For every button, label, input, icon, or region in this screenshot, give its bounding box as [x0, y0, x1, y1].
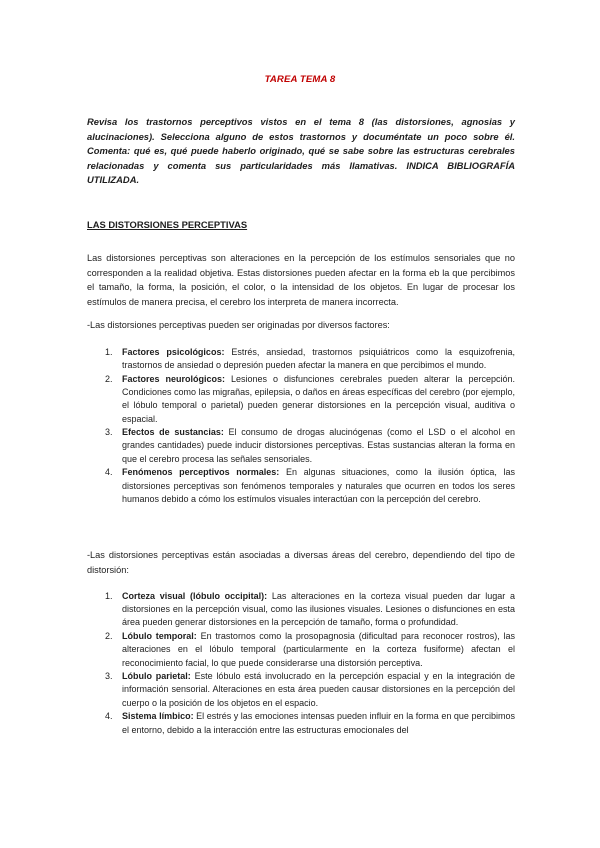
- list-term: Fenómenos perceptivos normales:: [122, 467, 280, 478]
- list-item: [87, 630, 515, 670]
- list-item: [87, 670, 515, 710]
- list-text: En trastornos como la prosopagnosia (dificultad para reconocer rostros), las alteraciones en el lóbulo temporal (particularmente en la corteza fusiforme) afectan el reconocimiento facial, lo que puede considerarse una distorsión perceptiva.: [122, 631, 515, 668]
- list-text: El estrés y las emociones intensas pueden influir en la forma en que percibimos el entorno, debido a la interacción entre las estructuras emocionales del: [122, 711, 515, 735]
- areas-intro: -Las distorsiones perceptivas están asociadas a diversas áreas del cerebro, dependiendo del tipo de distorsión:: [87, 550, 515, 575]
- intro-paragraph: Las distorsiones perceptivas son alteraciones en la percepción de los estímulos sensoriales que no corresponden a la realidad objetiva. Estas distorsiones pueden afectar en la forma eb la que percibimos el tamaño, la forma, la posición, el color, o la intensidad de los objetos. En lugar de procesar los estímulos de manera precisa, el cerebro los interpreta de manera incorrecta.: [87, 253, 515, 308]
- list-item: [87, 466, 515, 506]
- brain-areas-list: [87, 590, 515, 737]
- list-term: Sistema límbico:: [122, 711, 194, 722]
- list-text: El consumo de drogas alucinógenas (como el LSD o el alcohol en grandes cantidades) puede inducir distorsiones perceptivas. Estas sustancias alteran la forma en que el cerebro procesa las señales sensoriales.: [122, 427, 515, 464]
- document-title: TAREA TEMA 8: [264, 74, 336, 85]
- list-number: 3.: [105, 427, 113, 438]
- list-term: Factores psicológicos:: [122, 347, 225, 357]
- list-number: 2.: [105, 631, 113, 642]
- list-number: 4.: [105, 467, 113, 478]
- list-text: En algunas situaciones, como la ilusión óptica, las distorsiones perceptivas son fenómenos temporales y naturales que ocurren en todos los seres humanos debido a cómo los estímulos visuales interactúan con la percepción del cerebro.: [122, 467, 515, 504]
- list-text: Este lóbulo está involucrado en la percepción espacial y en la integración de información sensorial. Alteraciones en esta área pueden causar distorsiones en la percepción del cuerpo o la posición de los objetos en el espacio.: [122, 671, 515, 708]
- list-item: [87, 590, 515, 630]
- list-number: 1.: [105, 591, 113, 601]
- list-term: Corteza visual (lóbulo occipital):: [122, 591, 268, 601]
- list-term: Efectos de sustancias:: [122, 427, 224, 438]
- list-item: [87, 426, 515, 466]
- list-text: Estrés, ansiedad, trastornos psiquiátricos como la esquizofrenia, trastornos de ansiedad o depresión pueden afectar la manera en que percibimos el mundo.: [122, 347, 515, 371]
- list-term: Lóbulo temporal:: [122, 631, 197, 642]
- list-term: Lóbulo parietal:: [122, 671, 191, 682]
- list-number: 2.: [105, 373, 113, 384]
- list-item: [87, 373, 515, 426]
- factors-intro: -Las distorsiones perceptivas pueden ser originadas por diversos factores:: [87, 320, 390, 330]
- list-text: Lesiones o disfunciones cerebrales pueden alterar la percepción. Condiciones como las migrañas, epilepsia, o daños en áreas específicas del cerebro (por ejemplo, el lóbulo temporal o parietal) pueden generar distorsiones en la percepción visual, auditiva o espacial.: [122, 373, 515, 424]
- list-text: Las alteraciones en la corteza visual pueden dar lugar a distorsiones en la percepción visual, como las ilusiones visuales. Lesiones o disfunciones en esta área pueden generar distorsiones en la percepción de tamaño, forma o profundidad.: [122, 591, 515, 628]
- list-number: 4.: [105, 711, 113, 722]
- list-number: 1.: [105, 347, 113, 357]
- factors-list: [87, 346, 515, 506]
- section-heading: LAS DISTORSIONES PERCEPTIVAS: [87, 219, 248, 230]
- assignment-prompt: Revisa los trastornos perceptivos vistos en el tema 8 (las distorsiones, agnosias y alucinaciones). Selecciona alguno de estos trastornos y documéntate un poco sobre él. Comenta: qué es, qué puede haberlo originado, qué se sabe sobre las estructuras cerebrales relacionadas y comenta sus particularidades más llamativas. INDICA BIBLIOGRAFÍA UTILIZADA.: [87, 116, 515, 186]
- list-item: [87, 346, 515, 372]
- list-item: [87, 710, 515, 736]
- list-number: 3.: [105, 671, 113, 682]
- list-term: Factores neurológicos:: [122, 373, 225, 384]
